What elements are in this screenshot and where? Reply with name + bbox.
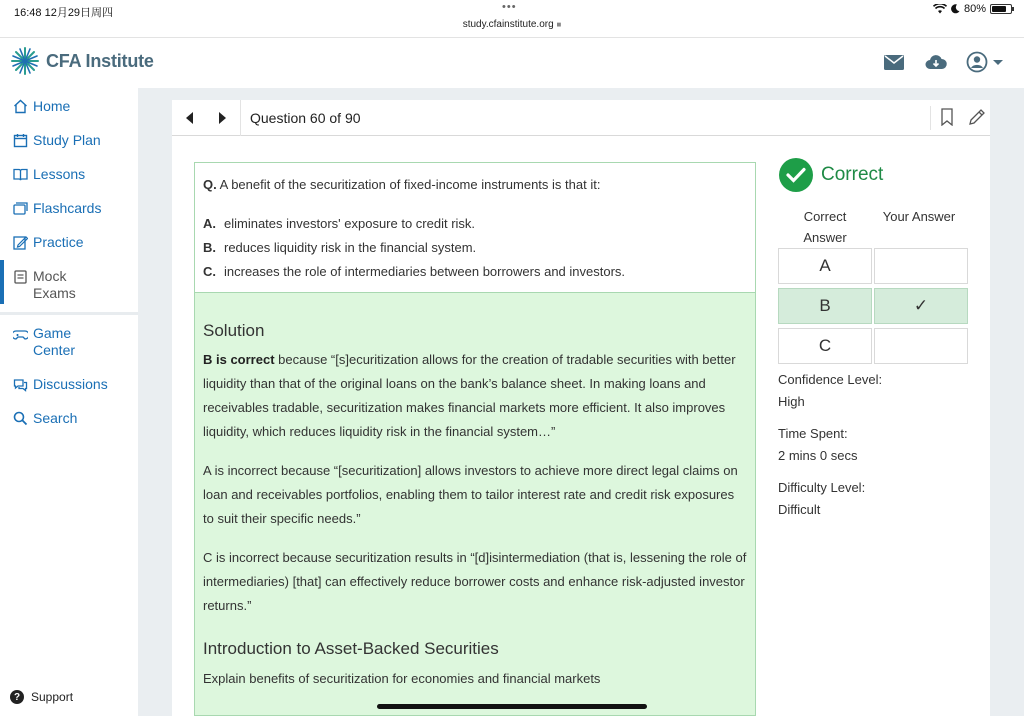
sidebar-item-label: Flashcards <box>33 200 102 216</box>
toolbar-divider <box>930 106 931 130</box>
cloud-download-icon[interactable] <box>924 51 948 73</box>
confidence-value: High <box>778 394 805 409</box>
option-text: increases the role of intermediaries between borrowers and investors. <box>224 264 626 279</box>
question-box <box>194 162 756 292</box>
battery-icon <box>990 4 1012 14</box>
mail-icon[interactable] <box>882 51 906 73</box>
solution-paragraph-b <box>203 348 748 444</box>
user-icon[interactable] <box>966 51 1006 73</box>
correct-answer-cell: A <box>778 248 872 284</box>
status-bar <box>0 0 1024 38</box>
result-label: Correct <box>821 164 884 185</box>
pencil-square-icon <box>13 235 28 250</box>
sidebar-item-home[interactable] <box>0 98 138 115</box>
time-spent-value: 2 mins 0 secs <box>778 448 858 463</box>
learning-outcome-text: Explain benefits of securitization for economies and financial markets <box>203 671 601 686</box>
correct-answer-cell: C <box>778 328 872 364</box>
address-bar[interactable] <box>0 19 1024 30</box>
solution-panel <box>194 292 756 716</box>
cfa-globe-icon <box>10 46 40 76</box>
check-circle-icon <box>779 158 813 192</box>
caret-right-icon <box>217 112 227 124</box>
question-toolbar <box>172 100 990 136</box>
sidebar-divider <box>0 312 138 315</box>
lock-icon: ■ <box>556 20 562 29</box>
support-link[interactable] <box>10 690 73 704</box>
question-prefix: Q. <box>203 177 217 192</box>
next-question-button[interactable] <box>209 105 235 131</box>
sidebar-item-label: Home <box>33 98 71 114</box>
caret-left-icon <box>185 112 195 124</box>
bookmark-icon[interactable] <box>940 108 954 126</box>
answer-row-a <box>778 248 968 284</box>
gamepad-icon <box>13 326 28 341</box>
home-icon <box>13 99 28 114</box>
your-answer-cell <box>874 248 968 284</box>
difficulty-label: Difficulty Level: <box>778 480 866 495</box>
sidebar-item-label: Practice <box>33 234 84 250</box>
url-text: study.cfainstitute.org <box>462 19 554 30</box>
status-right <box>933 3 1012 15</box>
clipboard-icon <box>13 269 28 284</box>
question-stem: A benefit of the securitization of fixed-income instruments is that it: <box>219 177 601 192</box>
your-answer-header: Your Answer <box>882 209 956 224</box>
logo-text: CFA Institute <box>46 50 154 71</box>
sidebar-item-label: Lessons <box>33 166 86 182</box>
sidebar-item-study-plan[interactable] <box>0 132 138 149</box>
sidebar-item-game-center[interactable] <box>0 325 138 359</box>
difficulty-value: Difficult <box>778 502 821 517</box>
answer-option-a[interactable] <box>203 216 475 231</box>
sidebar-item-label: Game Center <box>33 325 76 358</box>
question-text <box>203 177 600 192</box>
sidebar-item-label: Mock Exams <box>33 268 76 301</box>
time-spent-label: Time Spent: <box>778 426 848 441</box>
chat-icon <box>13 377 28 392</box>
sidebar-item-label: Study Plan <box>33 132 101 148</box>
cfa-logo[interactable] <box>10 46 154 76</box>
answer-row-b <box>778 288 968 324</box>
calendar-icon <box>13 133 28 148</box>
option-letter: C. <box>203 264 216 279</box>
sidebar-nav <box>0 88 138 716</box>
confidence-label: Confidence Level: <box>778 372 883 387</box>
sidebar-item-mock-exams[interactable] <box>0 260 138 304</box>
sidebar-item-search[interactable] <box>0 410 138 427</box>
chevron-down-icon <box>993 60 1003 65</box>
your-answer-check-icon: ✓ <box>874 288 968 324</box>
prev-question-button[interactable] <box>177 105 203 131</box>
more-dots-icon[interactable]: ••• <box>502 1 517 13</box>
correct-answer-cell: B <box>778 288 872 324</box>
your-answer-cell <box>874 328 968 364</box>
sidebar-item-flashcards[interactable] <box>0 200 138 217</box>
help-icon: ? <box>10 690 24 704</box>
correct-answer-header: Correct Answer <box>803 209 847 245</box>
sidebar-item-lessons[interactable] <box>0 166 138 183</box>
support-label: Support <box>31 690 74 704</box>
option-letter: A. <box>203 216 216 231</box>
correct-answer-label: B is correct <box>203 352 275 367</box>
solution-paragraph-a: A is incorrect because “[securitization] allows investors to achieve more direct legal claims on loan and receivables portfolios, enabling them to tailor interest rate and credit risk exposures to suit their specific needs.” <box>203 463 738 526</box>
solution-paragraph-c: C is incorrect because securitization results in “[d]isintermediation (that is, lessening the role of intermediaries) [that] can effectively reduce borrower costs and enhance risk-adjusted investor returns.” <box>203 550 747 613</box>
wifi-icon <box>933 4 947 14</box>
cards-icon <box>13 201 28 216</box>
option-text: eliminates investors' exposure to credit risk. <box>224 216 476 231</box>
question-counter: Question 60 of 90 <box>250 110 361 126</box>
moon-icon <box>951 4 960 14</box>
search-icon <box>13 411 28 426</box>
sidebar-item-label: Discussions <box>33 376 108 392</box>
battery-percent: 80% <box>963 3 986 15</box>
result-status <box>779 158 883 192</box>
answer-option-b[interactable] <box>203 240 476 255</box>
header-actions <box>882 51 1006 73</box>
home-indicator <box>377 704 647 709</box>
book-icon <box>13 167 28 182</box>
main-area <box>138 88 1024 716</box>
answer-grid <box>778 248 968 368</box>
app-header <box>0 38 1024 88</box>
solution-text: because “[s]ecuritization allows for the creation of tradable securities with better liquidity than that of the original loans on the bank’s balance sheet. In making loans and receivables tradable, securitization makes financial markets more efficient. It also improves liquidity, which reduces liquidity risk in the financial system…” <box>203 352 736 439</box>
status-time: 16:48 12月29日周四 <box>14 7 114 19</box>
answer-option-c[interactable] <box>203 264 625 279</box>
answer-row-c <box>778 328 968 364</box>
learning-outcome-title: Introduction to Asset-Backed Securities <box>203 639 499 658</box>
option-text: reduces liquidity risk in the financial system. <box>224 240 477 255</box>
solution-title: Solution <box>203 321 265 340</box>
question-content <box>172 136 990 716</box>
sidebar-item-label: Search <box>33 410 78 426</box>
option-letter: B. <box>203 240 216 255</box>
sidebar-item-discussions[interactable] <box>0 376 138 393</box>
sidebar-item-practice[interactable] <box>0 234 138 251</box>
pencil-icon[interactable] <box>968 108 986 126</box>
toolbar-divider <box>240 100 241 136</box>
